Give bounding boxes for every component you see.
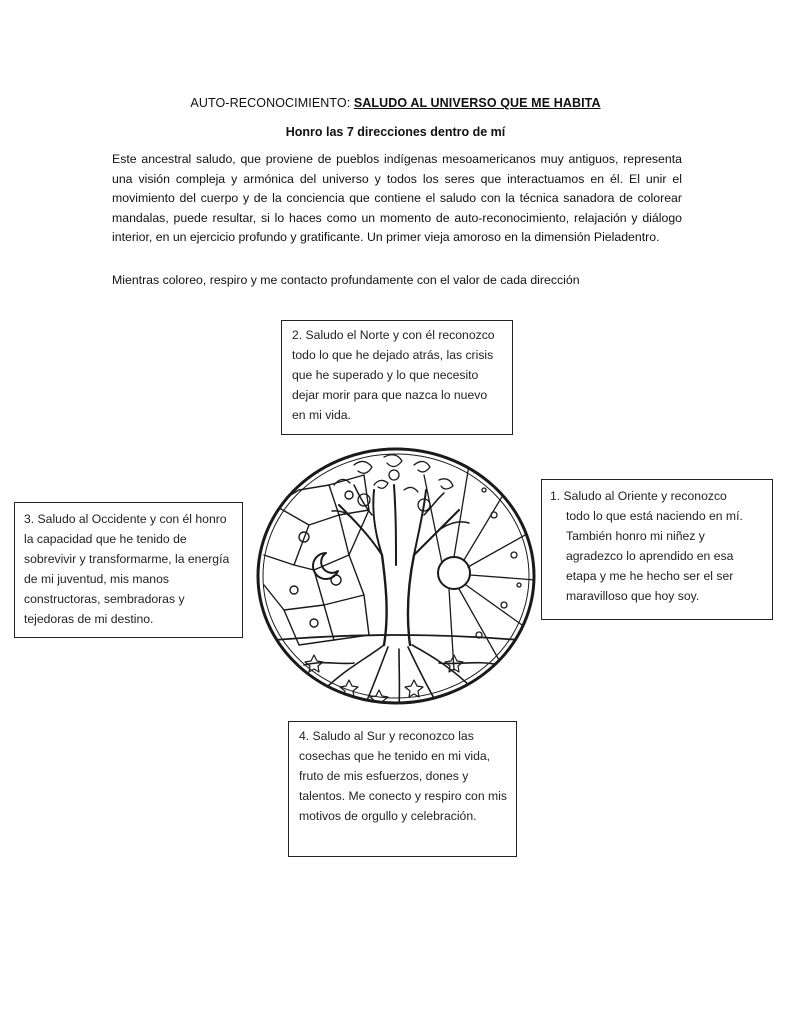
tree-of-life-mandala-icon: [254, 445, 538, 707]
south-text: 4. Saludo al Sur y reconozco las cosechas que he tenido en mi vida, fruto de mis esfuerzos, dones y talentos. Me conecto y respiro con mis motivos de orgullo y celebración.: [299, 729, 507, 823]
title-highlight: SALUDO AL UNIVERSO QUE ME HABITA: [353, 96, 601, 110]
page-title: [0, 96, 791, 110]
intro-paragraph: Este ancestral saludo, que proviene de pueblos indígenas mesoamericanos muy antiguos, representa una visión compleja y armónica del universo y todos los seres que interactuamos en él. El unir el movimiento del cuerpo y de la conciencia que contiene el saludo con la técnica sanadora de colorear mandalas, puede resultar, si lo haces como un momento de auto-reconocimiento, relajación y diálogo interior, en un ejercicio profundo y gratificante. Un primer vieja amoroso en la dimensión Pieladentro.: [112, 152, 682, 244]
south-direction-box: [288, 721, 517, 857]
page-subtitle: Honro las 7 direcciones dentro de mí: [285, 125, 506, 139]
north-direction-box: [281, 320, 513, 435]
east-direction-box: [541, 479, 773, 620]
title-prefix: AUTO-RECONOCIMIENTO:: [190, 96, 354, 110]
instruction-line: Mientras coloreo, respiro y me contacto profundamente con el valor de cada dirección: [112, 273, 580, 287]
east-text-rest: todo lo que está naciendo en mí. También honro mi niñez y agradezco lo aprendido en esa etapa y me he hecho ser el ser maravilloso que hoy soy.: [566, 509, 743, 603]
west-direction-box: [14, 502, 243, 638]
north-text: 2. Saludo el Norte y con él reconozco todo lo que he dejado atrás, las crisis que he superado y lo que necesito dejar morir para que nazca lo nuevo en mi vida.: [292, 328, 495, 422]
east-text-first: 1. Saludo al Oriente y reconozco: [550, 489, 727, 503]
west-text: 3. Saludo al Occidente y con él honro la capacidad que he tenido de sobrevivir y transformarme, la energía de mi juventud, mis manos constructoras, sembradoras y tejedoras de mi destino.: [24, 512, 230, 626]
